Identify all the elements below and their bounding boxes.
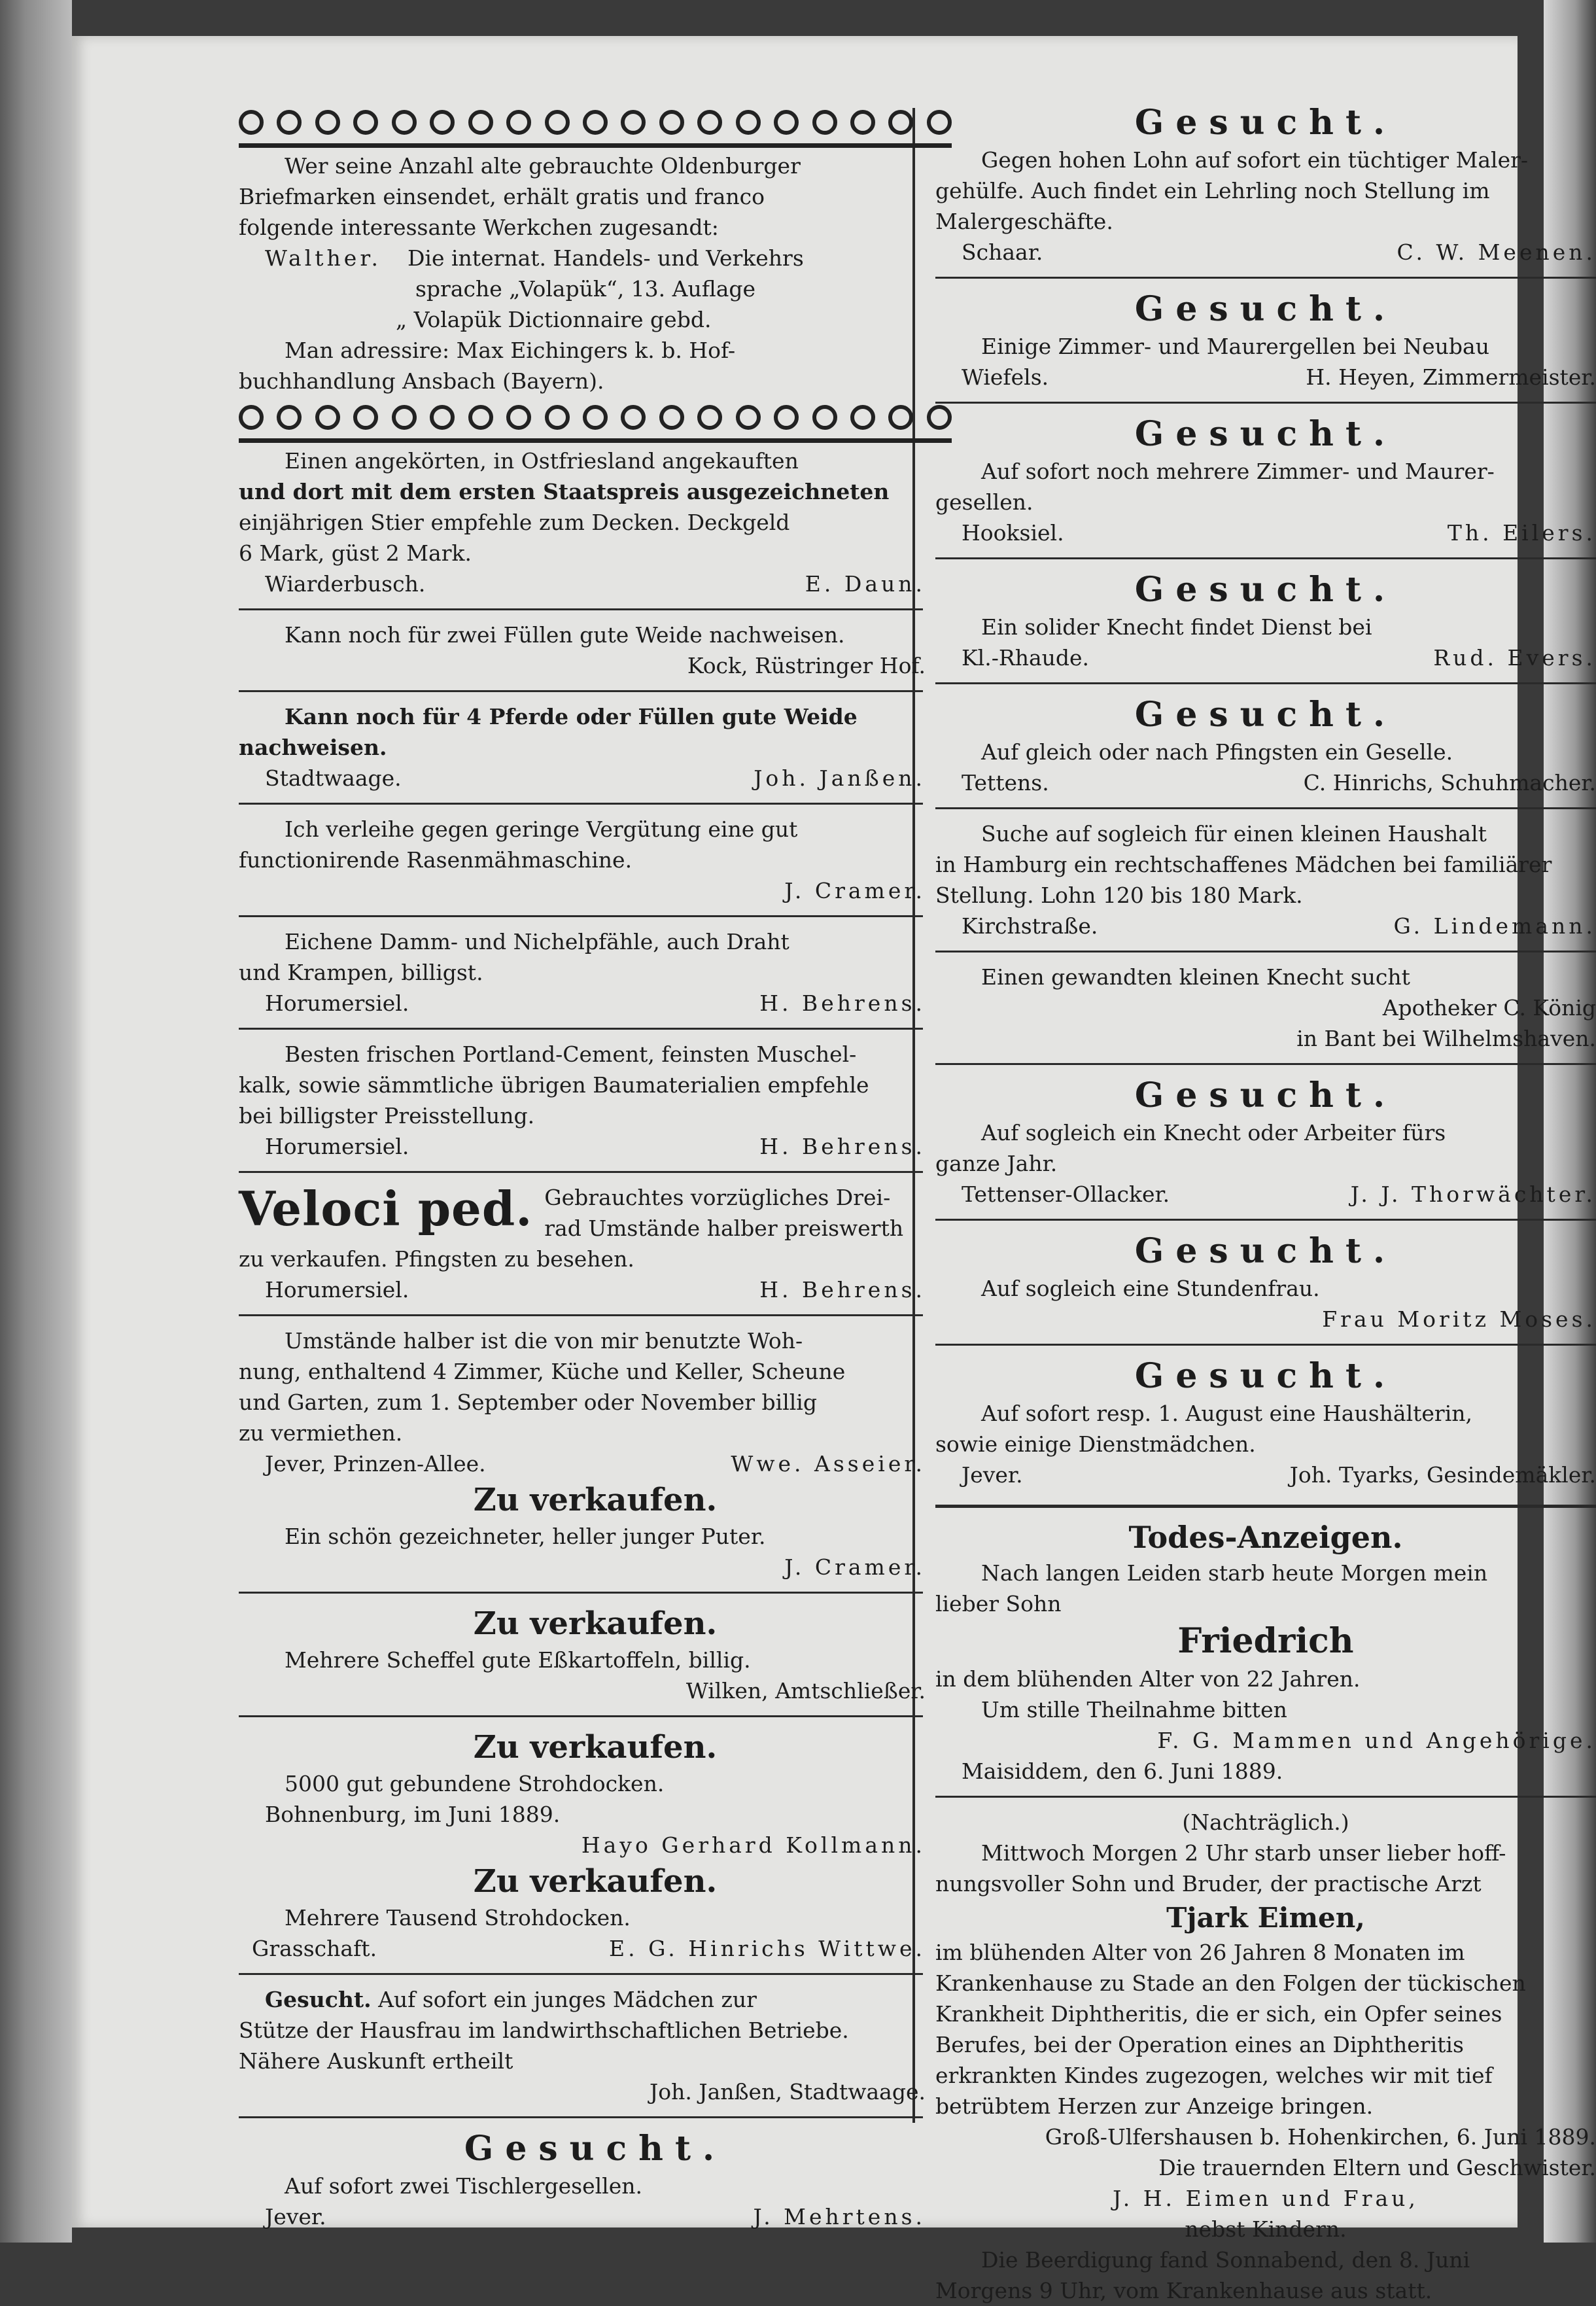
ad-place: Jever, Prinzen-Allee. bbox=[265, 1451, 486, 1476]
scan-binding-edge bbox=[0, 0, 72, 2243]
ad-line: 5000 gut gebundene Strohdocken. bbox=[285, 1771, 665, 1796]
ad-line: Nähere Auskunft ertheilt bbox=[239, 2048, 513, 2074]
ad-line: im blühenden Alter von 26 Jahren 8 Monaten im bbox=[935, 1940, 1465, 1965]
separator bbox=[935, 1344, 1596, 1346]
ad-line: in Hamburg ein rechtschaffenes Mädchen bei familiärer bbox=[935, 852, 1552, 877]
ad-line: Krankheit Diphtheritis, die er sich, ein Opfer seines bbox=[935, 2001, 1502, 2027]
ad-heading: Gesucht. bbox=[1134, 414, 1397, 454]
ad-line: Kann noch für 4 Pferde oder Füllen gute Weide bbox=[285, 704, 858, 729]
ad-signature: H. Heyen, Zimmermeister. bbox=[1306, 364, 1596, 390]
ad-item: sprache „Volapük“, 13. Auflage bbox=[415, 276, 756, 302]
left-column bbox=[239, 101, 952, 2232]
ad-line: nachweisen. bbox=[239, 735, 387, 760]
ad-line: Auf sofort zwei Tischlergesellen. bbox=[285, 2173, 642, 2199]
ad-line: Berufes, bei der Operation eines an Diphtheritis bbox=[935, 2032, 1464, 2057]
ad-hamburg bbox=[935, 818, 1596, 941]
ad-line: Morgens 9 Uhr, vom Krankenhause aus statt. bbox=[935, 2278, 1432, 2303]
ad-signature: C. W. Meenen. bbox=[1396, 239, 1596, 265]
ad-line: Wer seine Anzahl alte gebrauchte Oldenburger bbox=[285, 153, 801, 179]
ad-line: ganze Jahr. bbox=[935, 1151, 1058, 1176]
ad-line: sowie einige Dienstmädchen. bbox=[935, 1431, 1256, 1457]
ad-line: Die Beerdigung fand Sonnabend, den 8. Juni bbox=[981, 2247, 1470, 2273]
ad-line: Einige Zimmer- und Maurergellen bei Neubau bbox=[981, 334, 1489, 359]
ad-cement bbox=[239, 1039, 952, 1162]
ad-signature: H. Behrens. bbox=[759, 1134, 926, 1159]
separator bbox=[239, 608, 923, 610]
ad-heading: Gesucht. bbox=[1134, 1356, 1397, 1396]
ad-signature: Joh. Tyarks, Gesindemäkler. bbox=[1289, 1462, 1596, 1488]
separator bbox=[935, 1505, 1596, 1508]
separator bbox=[239, 1973, 923, 1975]
ad-line: gehülfe. Auch findet ein Lehrling noch Stellung im bbox=[935, 178, 1490, 203]
ad-line: Nach langen Leiden starb heute Morgen mein bbox=[981, 1560, 1488, 1586]
ad-line: 6 Mark, güst 2 Mark. bbox=[239, 540, 472, 566]
ad-heading: Gesucht. bbox=[1134, 103, 1397, 143]
ad-place: Tettenser-Ollacker. bbox=[962, 1181, 1170, 1207]
ad-signature-place: in Bant bei Wilhelmshaven. bbox=[1296, 1026, 1596, 1051]
ad-line: Um stille Theilnahme bitten bbox=[981, 1697, 1287, 1722]
right-column bbox=[935, 101, 1596, 2306]
ad-zimmer bbox=[935, 288, 1596, 393]
ad-signature: J. Cramer. bbox=[784, 1554, 926, 1580]
ad-line: Auf sofort ein junges Mädchen zur bbox=[378, 1987, 757, 2012]
ad-tischler bbox=[239, 2127, 952, 2232]
ad-signature: C. Hinrichs, Schuhmacher. bbox=[1303, 770, 1596, 795]
ad-place: Grasschaft. bbox=[252, 1936, 377, 1961]
ad-heading: Zu verkaufen. bbox=[473, 1729, 718, 1766]
ad-line: Stellung. Lohn 120 bis 180 Mark. bbox=[935, 882, 1303, 908]
ad-place: Stadtwaage. bbox=[265, 765, 402, 791]
ad-line: lieber Sohn bbox=[935, 1591, 1062, 1616]
ad-line: Auf sogleich eine Stundenfrau. bbox=[981, 1276, 1320, 1301]
ad-line: Suche auf sogleich für einen kleinen Haushalt bbox=[981, 821, 1487, 847]
separator bbox=[239, 915, 923, 917]
separator bbox=[239, 690, 923, 692]
ad-line: gesellen. bbox=[935, 489, 1033, 515]
ad-line: zu vermiethen. bbox=[239, 1420, 403, 1446]
ad-rasenmaeher bbox=[239, 814, 952, 906]
separator bbox=[239, 2116, 923, 2118]
ad-line: bei billigster Preisstellung. bbox=[239, 1103, 535, 1128]
ad-line: einjährigen Stier empfehle zum Decken. Deckgeld bbox=[239, 510, 790, 535]
ornament-border bbox=[239, 104, 952, 148]
deceased-name: Tjark Eimen, bbox=[1166, 1902, 1365, 1934]
ad-signature: G. Lindemann. bbox=[1393, 913, 1596, 939]
ad-signature: Kock, Rüstringer Hof. bbox=[687, 653, 926, 678]
ad-briefmarken bbox=[239, 150, 952, 396]
ad-weide-kock bbox=[239, 620, 952, 681]
ad-line: kalk, sowie sämmtliche übrigen Baumaterialien empfehle bbox=[239, 1072, 869, 1098]
ad-geselle bbox=[935, 693, 1596, 798]
ad-signature: Joh. Janßen, Stadtwaage. bbox=[650, 2079, 926, 2105]
ad-signature: Die trauernden Eltern und Geschwister. bbox=[1158, 2155, 1596, 2180]
death-notices bbox=[935, 1517, 1596, 2306]
separator bbox=[935, 277, 1596, 279]
ad-line: Einen angekörten, in Ostfriesland angekauften bbox=[285, 448, 799, 474]
ad-line: betrübtem Herzen zur Anzeige bringen. bbox=[935, 2093, 1374, 2119]
ad-heading: Zu verkaufen. bbox=[473, 1863, 718, 1900]
ad-line: in dem blühenden Alter von 22 Jahren. bbox=[935, 1666, 1361, 1692]
ad-line: und Garten, zum 1. September oder November billig bbox=[239, 1389, 817, 1415]
ad-line: Eichene Damm- und Nichelpfähle, auch Draht bbox=[285, 929, 789, 954]
ad-line: Einen gewandten kleinen Knecht sucht bbox=[981, 964, 1410, 990]
newspaper-page bbox=[72, 36, 1596, 2303]
ad-item-author: Walther. bbox=[265, 245, 381, 271]
ad-line: Auf sofort resp. 1. August eine Haushälterin, bbox=[981, 1401, 1473, 1426]
separator bbox=[239, 1314, 923, 1316]
ad-line: zu verkaufen. Pfingsten zu besehen. bbox=[239, 1246, 634, 1272]
ad-item: „ Volapük Dictionnaire gebd. bbox=[396, 307, 712, 332]
ad-place: Horumersiel. bbox=[265, 1134, 409, 1159]
ad-line: Gegen hohen Lohn auf sofort ein tüchtiger Maler- bbox=[981, 147, 1529, 173]
ad-heading: Zu verkaufen. bbox=[473, 1482, 718, 1518]
ad-arbeiter bbox=[935, 1074, 1596, 1210]
ad-line: erkrankten Kindes zugezogen, welches wir mit tief bbox=[935, 2063, 1493, 2088]
ad-stier bbox=[239, 445, 952, 599]
ad-signature: F. G. Mammen und Angehörige. bbox=[1157, 1728, 1596, 1753]
ad-line: Krankenhause zu Stade an den Folgen der tückischen bbox=[935, 1970, 1526, 1996]
ad-maurer bbox=[935, 413, 1596, 548]
ad-place: Jever. bbox=[962, 1462, 1023, 1488]
ad-title-velociped: Veloci ped. bbox=[239, 1181, 533, 1236]
ad-line: und dort mit dem ersten Staatspreis ausgezeichneten bbox=[239, 479, 890, 504]
ad-signature: Frau Moritz Moses. bbox=[1322, 1306, 1596, 1332]
separator bbox=[239, 1028, 923, 1030]
ad-stundenfrau bbox=[935, 1230, 1596, 1335]
ad-line: Bohnenburg, im Juni 1889. bbox=[265, 1802, 561, 1827]
ad-place: Jever. bbox=[265, 2204, 326, 2229]
ad-place: Groß-Ulfershausen b. Hohenkirchen, 6. Juni 1889. bbox=[1045, 2124, 1596, 2150]
ad-strohdocken-kollmann bbox=[239, 1726, 952, 1861]
ad-place: Kirchstraße. bbox=[962, 913, 1098, 939]
ad-line: Malergeschäfte. bbox=[935, 209, 1113, 234]
ad-place: Wiefels. bbox=[962, 364, 1049, 390]
separator bbox=[935, 557, 1596, 559]
ad-signature: E. G. Hinrichs Wittwe. bbox=[609, 1936, 926, 1961]
ad-place: Wiarderbusch. bbox=[265, 571, 426, 597]
ad-line: Umstände halber ist die von mir benutzte Woh- bbox=[285, 1328, 803, 1354]
ad-line: Ein solider Knecht findet Dienst bei bbox=[981, 614, 1372, 640]
ad-pfaehle bbox=[239, 926, 952, 1019]
ad-lead: Gesucht. bbox=[265, 1987, 372, 2012]
ad-knecht-evers bbox=[935, 568, 1596, 673]
ad-heading: Zu verkaufen. bbox=[473, 1605, 718, 1642]
ad-line: Mehrere Scheffel gute Eßkartoffeln, billig. bbox=[285, 1647, 751, 1673]
ad-line: Kann noch für zwei Füllen gute Weide nachweisen. bbox=[285, 622, 845, 648]
ad-line: Mittwoch Morgen 2 Uhr starb unser lieber hoff- bbox=[981, 1840, 1506, 1866]
ad-puter bbox=[239, 1479, 952, 1582]
ad-line: Besten frischen Portland-Cement, feinsten Muschel- bbox=[285, 1041, 857, 1067]
ad-apotheker bbox=[935, 962, 1596, 1054]
ad-velociped bbox=[239, 1182, 952, 1305]
ad-heading: Gesucht. bbox=[1134, 1231, 1397, 1271]
ad-signature: J. J. Thorwächter. bbox=[1350, 1181, 1596, 1207]
ad-wohnung bbox=[239, 1325, 952, 1479]
ad-place: Schaar. bbox=[962, 239, 1043, 265]
ad-signature: J. H. Eimen und Frau, bbox=[1113, 2186, 1419, 2211]
separator bbox=[239, 1715, 923, 1717]
ad-heading: Gesucht. bbox=[1134, 695, 1397, 735]
ad-signature: Rud. Evers. bbox=[1433, 645, 1596, 671]
ad-signature: nebst Kindern. bbox=[1185, 2216, 1347, 2242]
ad-line: Auf gleich oder nach Pfingsten ein Geselle. bbox=[981, 739, 1453, 765]
separator bbox=[935, 1796, 1596, 1798]
separator bbox=[239, 1171, 923, 1173]
ad-place: Maisiddem, den 6. Juni 1889. bbox=[962, 1758, 1283, 1784]
ad-signature: H. Behrens. bbox=[759, 990, 926, 1016]
separator bbox=[935, 807, 1596, 809]
ad-place: Horumersiel. bbox=[265, 990, 409, 1016]
ad-line: nungsvoller Sohn und Bruder, der practische Arzt bbox=[935, 1871, 1482, 1896]
section-heading-todes: Todes-Anzeigen. bbox=[1128, 1520, 1403, 1555]
ad-signature: Wwe. Asseier. bbox=[731, 1451, 926, 1476]
ad-line: Auf sofort noch mehrere Zimmer- und Maurer- bbox=[981, 459, 1495, 484]
ad-strohdocken-hinrichs bbox=[239, 1861, 952, 1964]
ad-signature: Wilken, Amtschließer. bbox=[685, 1678, 926, 1703]
ad-signature: Hayo Gerhard Kollmann. bbox=[581, 1832, 926, 1858]
ad-note: (Nachträglich.) bbox=[1182, 1809, 1349, 1835]
ad-place: Hooksiel. bbox=[962, 520, 1064, 546]
ad-haushaelterin bbox=[935, 1355, 1596, 1490]
ad-line: folgende interessante Werkchen zugesandt: bbox=[239, 215, 719, 240]
separator bbox=[239, 1592, 923, 1594]
separator bbox=[935, 1063, 1596, 1065]
ad-place: Tettens. bbox=[962, 770, 1049, 795]
ad-address: Man adressire: Max Eichingers k. b. Hof- bbox=[285, 338, 736, 363]
ad-signature: E. Daun. bbox=[805, 571, 926, 597]
ad-line: rad Umstände halber preiswerth bbox=[544, 1215, 904, 1241]
ad-place: Kl.-Rhaude. bbox=[962, 645, 1090, 671]
ad-heading: Gesucht. bbox=[1134, 570, 1397, 610]
ad-signature: Th. Eilers. bbox=[1447, 520, 1596, 546]
separator bbox=[935, 951, 1596, 952]
ad-line: functionirende Rasenmähmaschine. bbox=[239, 847, 633, 873]
deceased-name: Friedrich bbox=[1177, 1621, 1354, 1661]
ad-line: Stütze der Hausfrau im landwirthschaftlichen Betriebe. bbox=[239, 2018, 849, 2043]
ad-maler bbox=[935, 101, 1596, 268]
ad-signature: J. Mehrtens. bbox=[753, 2204, 926, 2229]
ad-line: Auf sogleich ein Knecht oder Arbeiter fürs bbox=[981, 1120, 1446, 1145]
ad-line: Briefmarken einsendet, erhält gratis und franco bbox=[239, 184, 765, 209]
ad-item: Die internat. Handels- und Verkehrs bbox=[407, 245, 804, 271]
ad-line: Gebrauchtes vorzügliches Drei- bbox=[544, 1185, 891, 1210]
ad-heading: Gesucht. bbox=[1134, 1075, 1397, 1115]
ad-maedchen bbox=[239, 1984, 952, 2107]
ad-signature: Apotheker C. König bbox=[1382, 995, 1596, 1021]
ad-kartoffeln bbox=[239, 1603, 952, 1706]
ad-address: buchhandlung Ansbach (Bayern). bbox=[239, 368, 604, 394]
separator bbox=[935, 402, 1596, 404]
separator bbox=[935, 1219, 1596, 1221]
ad-line: nung, enthaltend 4 Zimmer, Küche und Keller, Scheune bbox=[239, 1359, 846, 1384]
ad-place: Horumersiel. bbox=[265, 1277, 409, 1302]
ad-heading: Gesucht. bbox=[1134, 289, 1397, 329]
separator bbox=[935, 682, 1596, 684]
ad-weide-janssen bbox=[239, 701, 952, 794]
ad-line: und Krampen, billigst. bbox=[239, 960, 483, 985]
ad-line: Ich verleihe gegen geringe Vergütung eine gut bbox=[285, 816, 798, 842]
ad-signature: H. Behrens. bbox=[759, 1277, 926, 1302]
ad-signature: Joh. Janßen. bbox=[754, 765, 926, 791]
ad-signature: J. Cramer. bbox=[784, 878, 926, 903]
separator bbox=[239, 803, 923, 805]
ad-line: Ein schön gezeichneter, heller junger Puter. bbox=[285, 1524, 766, 1549]
ornament-border bbox=[239, 399, 952, 443]
ad-line: Mehrere Tausend Strohdocken. bbox=[285, 1905, 631, 1930]
ad-heading: Gesucht. bbox=[464, 2129, 727, 2169]
